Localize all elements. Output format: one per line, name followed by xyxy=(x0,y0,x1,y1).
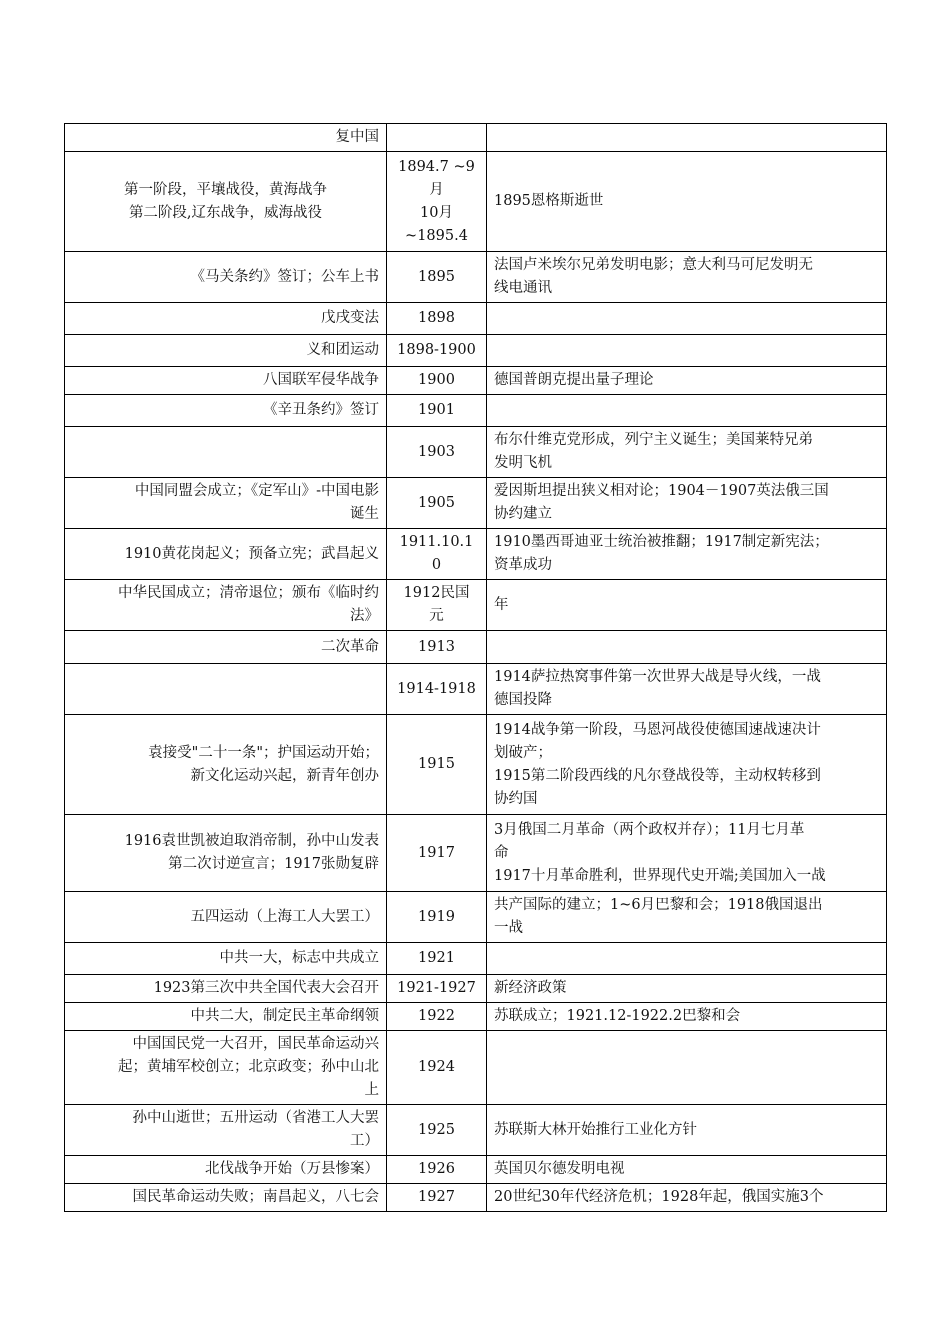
event-cell-world xyxy=(487,1156,887,1184)
cell-text-line: 起；黄埔军校创立；北京政变；孙中山北 xyxy=(118,1059,379,1075)
table-row xyxy=(65,892,887,943)
year-cell xyxy=(387,943,487,975)
cell-text-line: 英国贝尔德发明电视 xyxy=(494,1161,625,1177)
cell-text-line: 资革成功 xyxy=(494,557,552,573)
event-cell-world xyxy=(487,1003,887,1031)
cell-text-line: 北伐战争开始（万县惨案） xyxy=(205,1161,379,1177)
table-row xyxy=(65,367,887,395)
event-cell-world xyxy=(487,664,887,715)
event-cell-world xyxy=(487,1031,887,1105)
event-cell-china xyxy=(65,631,387,664)
year-cell xyxy=(387,715,487,815)
table-row xyxy=(65,1184,887,1212)
cell-text-line: 年 xyxy=(494,596,509,613)
table-row xyxy=(65,335,887,367)
event-cell-china xyxy=(65,1031,387,1105)
year-cell xyxy=(387,1105,487,1156)
cell-text-line: 1913 xyxy=(418,638,455,655)
year-cell xyxy=(387,1184,487,1212)
event-cell-china xyxy=(65,943,387,975)
cell-text-line: 一战 xyxy=(494,920,523,936)
table-row xyxy=(65,252,887,303)
year-cell xyxy=(387,664,487,715)
cell-text-line: 3月俄国二月革命（两个政权并存）；11月七月革 xyxy=(494,821,805,838)
cell-text-line: 10月 xyxy=(420,204,453,221)
cell-text-line: 国民革命运动失败；南昌起义，八七会 xyxy=(132,1189,379,1205)
cell-text-line: 苏联成立；1921.12-1922.2巴黎和会 xyxy=(494,1008,741,1024)
table-row xyxy=(65,427,887,478)
year-cell xyxy=(387,1003,487,1031)
cell-text-line: 五四运动（上海工人大罢工） xyxy=(190,908,379,925)
table-row xyxy=(65,943,887,975)
cell-text-line: 共产国际的建立；1~6月巴黎和会；1918俄国退出 xyxy=(494,897,823,913)
cell-text-line: 法国卢米埃尔兄弟发明电影；意大利马可尼发明无 xyxy=(494,257,813,273)
event-cell-china xyxy=(65,580,387,631)
table-row xyxy=(65,975,887,1003)
year-cell xyxy=(387,1031,487,1105)
year-cell xyxy=(387,580,487,631)
cell-text-line: 《马关条约》签订；公车上书 xyxy=(190,268,379,285)
cell-text-line: 新文化运动兴起，新青年创办 xyxy=(190,767,379,784)
cell-text-line: 1917十月革命胜利，世界现代史开端;美国加入一战 xyxy=(494,867,826,884)
event-cell-china xyxy=(65,815,387,892)
event-cell-world xyxy=(487,1184,887,1212)
event-cell-china xyxy=(65,252,387,303)
event-cell-world xyxy=(487,975,887,1003)
year-cell xyxy=(387,478,487,529)
cell-text-line: 1922 xyxy=(418,1008,455,1024)
cell-text-line: 1925 xyxy=(418,1121,455,1138)
cell-text-line: 1898 xyxy=(418,310,455,326)
event-cell-china xyxy=(65,478,387,529)
table-row xyxy=(65,395,887,427)
event-cell-world xyxy=(487,580,887,631)
event-cell-world xyxy=(487,815,887,892)
cell-text-line: 1921-1927 xyxy=(397,980,476,996)
cell-text-line: 二次革命 xyxy=(321,638,379,655)
cell-text-line: 1910黄花岗起义；预备立宪；武昌起义 xyxy=(124,545,379,562)
year-cell xyxy=(387,124,487,152)
cell-text-line: 1915第二阶段西线的凡尔登战役等，主动权转移到 xyxy=(494,767,821,784)
event-cell-china xyxy=(65,152,387,252)
event-cell-world xyxy=(487,303,887,335)
event-cell-china xyxy=(65,395,387,427)
event-cell-china xyxy=(65,1184,387,1212)
cell-text-line: 1911.10.1 xyxy=(399,534,474,550)
table-row xyxy=(65,1156,887,1184)
cell-text-line: 苏联斯大林开始推行工业化方针 xyxy=(494,1121,697,1138)
event-cell-china xyxy=(65,367,387,395)
cell-text-line: 中华民国成立；清帝退位；颁布《临时约 xyxy=(118,585,379,601)
cell-text-line: 协约建立 xyxy=(494,506,552,522)
cell-text-line: 中国国民党一大召开，国民革命运动兴 xyxy=(132,1036,379,1052)
cell-text-line: 上 xyxy=(364,1082,379,1098)
cell-text-line: 复中国 xyxy=(335,129,379,145)
year-cell xyxy=(387,427,487,478)
event-cell-china xyxy=(65,1003,387,1031)
event-cell-world xyxy=(487,367,887,395)
cell-text-line: 诞生 xyxy=(350,506,379,522)
cell-text-line: 1917 xyxy=(418,844,455,861)
event-cell-china xyxy=(65,975,387,1003)
cell-text-line: 1926 xyxy=(418,1161,455,1177)
year-cell xyxy=(387,529,487,580)
cell-text-line: 1898-1900 xyxy=(397,342,476,358)
cell-text-line: 1895恩格斯逝世 xyxy=(494,193,604,209)
event-cell-china xyxy=(65,1105,387,1156)
cell-text-line: 1919 xyxy=(418,908,455,925)
year-cell xyxy=(387,892,487,943)
table-row xyxy=(65,715,887,815)
event-cell-china xyxy=(65,892,387,943)
table-row xyxy=(65,152,887,252)
cell-text-line: 划破产； xyxy=(494,744,552,761)
cell-text-line: 《辛丑条约》签订 xyxy=(263,402,379,418)
cell-text-line: 1900 xyxy=(418,372,455,388)
event-cell-china xyxy=(65,335,387,367)
cell-text-line: 第二阶段,辽东战争，威海战役 xyxy=(128,204,323,221)
cell-text-line: 布尔什维克党形成，列宁主义诞生；美国莱特兄弟 xyxy=(494,432,813,448)
event-cell-world xyxy=(487,152,887,252)
year-cell xyxy=(387,815,487,892)
event-cell-china xyxy=(65,427,387,478)
table-row xyxy=(65,1003,887,1031)
cell-text-line: 1916袁世凯被迫取消帝制，孙中山发表 xyxy=(124,833,379,849)
cell-text-line: 元 xyxy=(429,608,444,624)
cell-text-line: 发明飞机 xyxy=(494,455,552,471)
cell-text-line: 爱因斯坦提出狭义相对论；1904－1907英法俄三国 xyxy=(494,483,829,499)
event-cell-world xyxy=(487,892,887,943)
table-row xyxy=(65,303,887,335)
cell-text-line: 戊戌变法 xyxy=(321,310,379,326)
event-cell-world xyxy=(487,335,887,367)
event-cell-world xyxy=(487,427,887,478)
year-cell xyxy=(387,367,487,395)
event-cell-world xyxy=(487,478,887,529)
event-cell-world xyxy=(487,252,887,303)
cell-text-line: 德国普朗克提出量子理论 xyxy=(494,372,654,388)
event-cell-china xyxy=(65,124,387,152)
cell-text-line: 新经济政策 xyxy=(494,980,567,996)
table-row xyxy=(65,664,887,715)
cell-text-line: 第一阶段，平壤战役，黄海战争 xyxy=(124,181,327,198)
cell-text-line: 八国联军侵华战争 xyxy=(263,372,379,388)
event-cell-world xyxy=(487,943,887,975)
cell-text-line: 1915 xyxy=(418,756,455,772)
cell-text-line: 线电通讯 xyxy=(494,280,552,296)
event-cell-world xyxy=(487,715,887,815)
cell-text-line: 1914萨拉热窝事件第一次世界大战是导火线，一战 xyxy=(494,669,821,685)
cell-text-line: 月 xyxy=(429,181,444,198)
table-row xyxy=(65,815,887,892)
table-body xyxy=(65,124,887,1212)
cell-text-line: 1894.7 ~9 xyxy=(398,158,475,175)
year-cell xyxy=(387,395,487,427)
year-cell xyxy=(387,1156,487,1184)
event-cell-world xyxy=(487,631,887,664)
event-cell-china xyxy=(65,303,387,335)
event-cell-world xyxy=(487,529,887,580)
year-cell xyxy=(387,335,487,367)
table-row xyxy=(65,631,887,664)
year-cell xyxy=(387,631,487,664)
table-row xyxy=(65,478,887,529)
cell-text-line: 1924 xyxy=(418,1059,455,1075)
cell-text-line: ~1895.4 xyxy=(405,227,468,244)
cell-text-line: 义和团运动 xyxy=(306,342,379,358)
cell-text-line: 1903 xyxy=(418,443,455,460)
event-cell-china xyxy=(65,529,387,580)
table-row xyxy=(65,1105,887,1156)
cell-text-line: 1901 xyxy=(418,402,455,418)
table-row xyxy=(65,580,887,631)
cell-text-line: 0 xyxy=(431,557,442,573)
cell-text-line: 1895 xyxy=(418,268,455,285)
table-row xyxy=(65,529,887,580)
cell-text-line: 德国投降 xyxy=(494,692,552,708)
history-timeline-table xyxy=(64,123,887,1212)
event-cell-china xyxy=(65,664,387,715)
cell-text-line: 孙中山逝世；五卅运动（省港工人大罢 xyxy=(132,1110,379,1126)
event-cell-world xyxy=(487,1105,887,1156)
cell-text-line: 袁接受"二十一条"；护国运动开始； xyxy=(148,744,379,761)
cell-text-line: 工） xyxy=(350,1133,379,1149)
cell-text-line: 1927 xyxy=(418,1189,455,1205)
year-cell xyxy=(387,975,487,1003)
event-cell-china xyxy=(65,1156,387,1184)
event-cell-world xyxy=(487,395,887,427)
table-row xyxy=(65,1031,887,1105)
cell-text-line: 1912民国 xyxy=(403,585,470,601)
event-cell-world xyxy=(487,124,887,152)
cell-text-line: 中共二大，制定民主革命纲领 xyxy=(190,1008,379,1024)
cell-text-line: 20世纪30年代经济危机；1928年起，俄国实施3个 xyxy=(494,1189,824,1205)
cell-text-line: 1923第三次中共全国代表大会召开 xyxy=(153,980,379,996)
cell-text-line: 1910墨西哥迪亚士统治被推翻；1917制定新宪法； xyxy=(494,534,829,550)
cell-text-line: 中共一大，标志中共成立 xyxy=(219,950,379,966)
cell-text-line: 法》 xyxy=(350,608,379,624)
cell-text-line: 中国同盟会成立；《定军山》-中国电影 xyxy=(134,483,379,499)
cell-text-line: 1914-1918 xyxy=(397,680,476,697)
year-cell xyxy=(387,252,487,303)
cell-text-line: 1914战争第一阶段，马恩河战役使德国速战速决计 xyxy=(494,721,821,738)
event-cell-china xyxy=(65,715,387,815)
table-row xyxy=(65,124,887,152)
cell-text-line: 命 xyxy=(494,844,509,861)
cell-text-line: 第二次讨逆宣言；1917张勋复辟 xyxy=(168,856,379,872)
year-cell xyxy=(387,152,487,252)
year-cell xyxy=(387,303,487,335)
cell-text-line: 1921 xyxy=(418,950,455,966)
cell-text-line: 协约国 xyxy=(494,790,538,807)
cell-text-line: 1905 xyxy=(418,494,455,511)
